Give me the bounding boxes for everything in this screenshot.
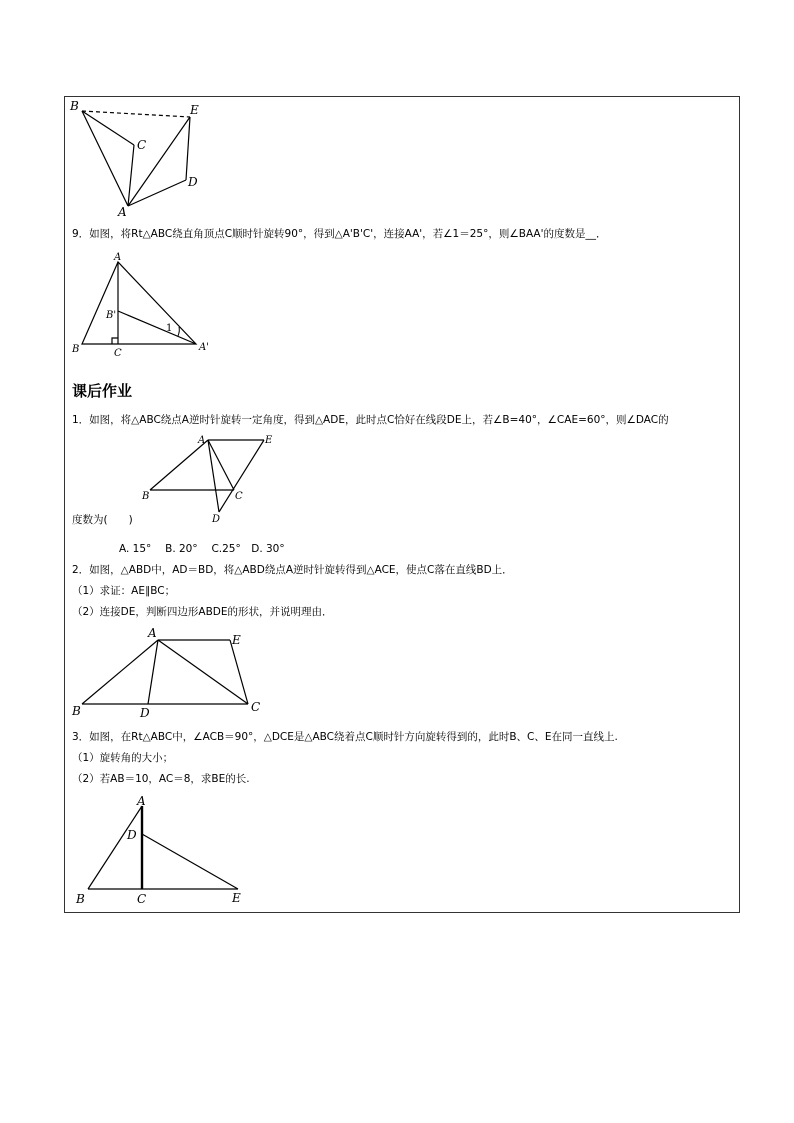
label-e: E bbox=[265, 435, 273, 446]
question-9: 9．如图，将Rt△ABC绕直角顶点C顺时针旋转90°，得到△A'B'C'，连接AA'，若∠1＝25°，则∠BAA'的度数是__． bbox=[72, 228, 607, 240]
hw1-options: A. 15° B. 20° C.25° D. 30° bbox=[119, 543, 285, 555]
figure-top bbox=[66, 96, 216, 221]
hw2-question: 2．如图，△ABD中，AD＝BD，将△ABD绕点A逆时针旋转得到△ACE，使点C落在直线BD上． bbox=[72, 564, 513, 576]
label-e: E bbox=[232, 891, 241, 905]
label-b: B bbox=[72, 344, 80, 355]
homework-heading: 课后作业 bbox=[72, 382, 133, 400]
hw1-question-cont: 度数为( ) bbox=[72, 514, 133, 526]
label-d: D bbox=[127, 828, 137, 842]
label-a: A bbox=[114, 252, 122, 263]
label-b: B bbox=[70, 99, 79, 113]
figure-hw1 bbox=[138, 430, 278, 526]
label-angle-1: 1 bbox=[166, 323, 173, 334]
figure-q9 bbox=[66, 248, 216, 360]
figure-hw2 bbox=[66, 624, 276, 724]
label-a: A bbox=[198, 435, 206, 446]
hw3-part2: （2）若AB＝10，AC＝8，求BE的长. bbox=[72, 773, 250, 785]
label-a: A bbox=[137, 794, 146, 808]
label-c: C bbox=[114, 348, 122, 359]
label-b-prime: B' bbox=[106, 310, 117, 321]
label-d: D bbox=[212, 514, 221, 525]
label-d: D bbox=[188, 175, 198, 189]
label-e: E bbox=[232, 633, 241, 647]
hw2-part2: （2）连接DE，判断四边形ABDE的形状，并说明理由． bbox=[72, 606, 333, 618]
label-e: E bbox=[190, 103, 199, 117]
hw1-question: 1．如图，将△ABC绕点A逆时针旋转一定角度，得到△ADE，此时点C恰好在线段DE上，若∠B=40°，∠CAE=60°，则∠DAC的 bbox=[72, 414, 669, 426]
label-c: C bbox=[137, 138, 147, 152]
label-c: C bbox=[251, 700, 261, 714]
label-b: B bbox=[76, 892, 85, 906]
label-a: A bbox=[148, 626, 157, 640]
label-b: B bbox=[142, 491, 150, 502]
label-c: C bbox=[137, 892, 147, 906]
label-d: D bbox=[140, 706, 150, 720]
label-c: C bbox=[235, 491, 243, 502]
hw3-question: 3．如图，在Rt△ABC中，∠ACB＝90°，△DCE是△ABC绕着点C顺时针方向旋转得到的，此时B、C、E在同一直线上. bbox=[72, 731, 618, 743]
label-a: A bbox=[118, 205, 127, 219]
label-a-prime: A' bbox=[199, 342, 209, 353]
label-b: B bbox=[72, 704, 81, 718]
hw2-part1: （1）求证：AE∥BC； bbox=[72, 585, 176, 597]
figure-hw3 bbox=[66, 790, 266, 910]
hw3-part1: （1）旋转角的大小； bbox=[72, 752, 174, 764]
